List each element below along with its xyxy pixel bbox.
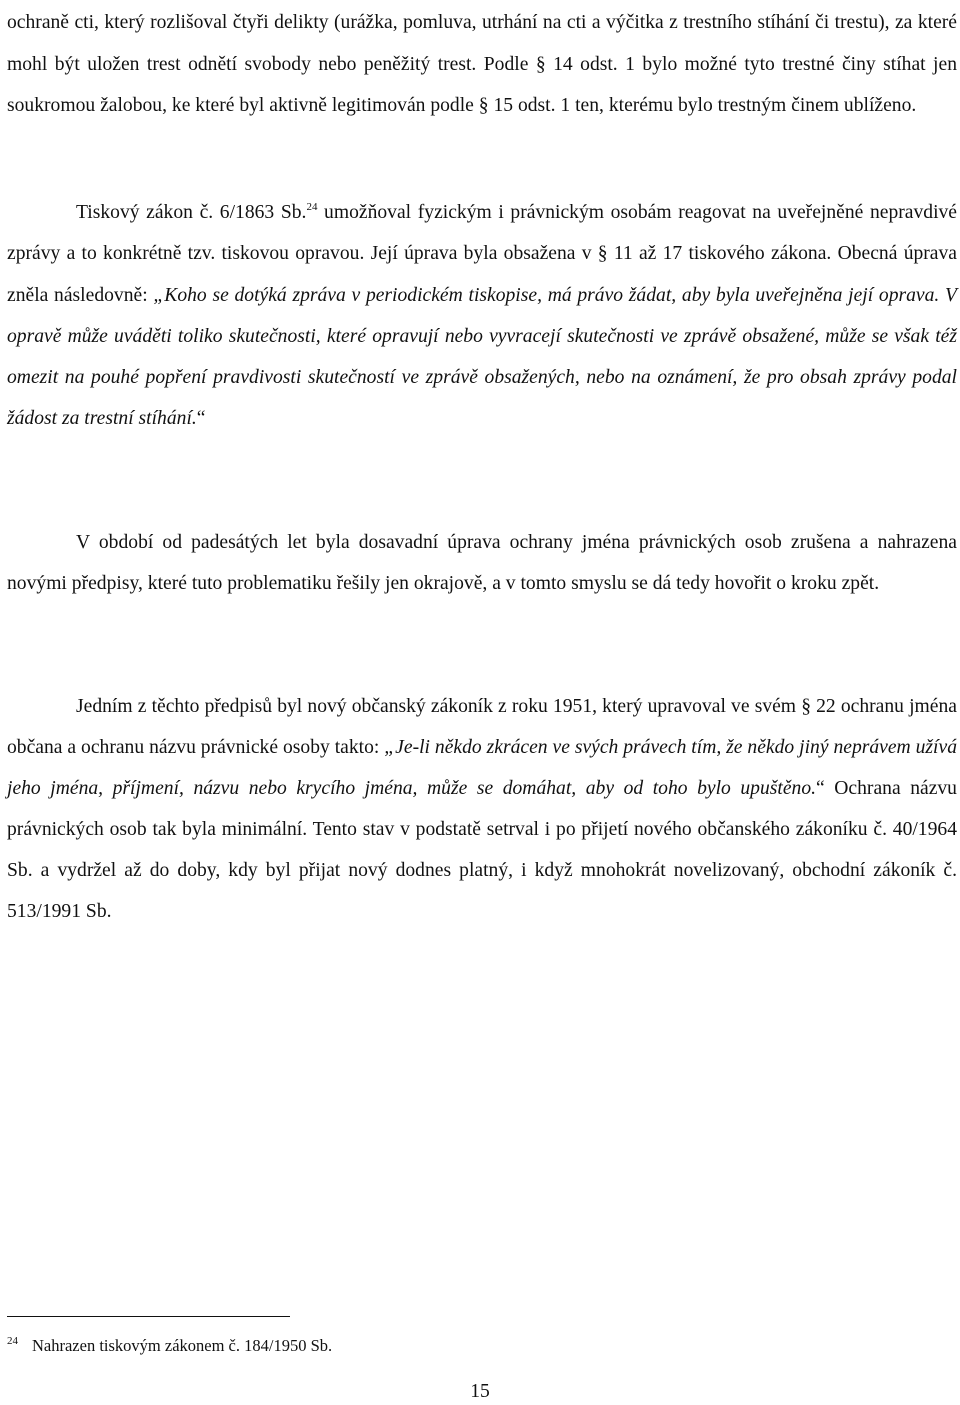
footnote-number: 24 (7, 1335, 18, 1347)
civil-code-quote: „Je-li někdo zkrácen ve svých právech tím, že někdo jiný neprávem užívá jeho jména, příjmení, názvu nebo krycího jména, může se domáhat, aby od toho bylo upuštěno. (7, 737, 957, 799)
paragraph-4-text-b: Ochrana názvu právnických osob tak byla minimální. Tento stav v podstatě setrval i po přijetí nového občanského zákoníku č. 40/1964 Sb. a vydržel až do doby, kdy byl přijat nový dodnes platný, i když mnohokrát novelizovaný, obchodní zákoník č. 513/1991 Sb. (7, 778, 957, 922)
paragraph-2 (7, 192, 957, 440)
quote-close-mark: “ (196, 408, 206, 430)
quote-close-mark: “ (816, 778, 825, 799)
page-number: 15 (470, 1381, 490, 1402)
paragraph-4 (7, 686, 957, 932)
press-act-reference: Tiskový zákon č. 6/1863 Sb. (76, 202, 307, 223)
paragraph-4-text-a: Jedním z těchto předpisů byl nový občanský zákoník z roku 1951, který upravoval ve svém § 22 ochranu jména občana a ochranu názvu právnické osoby takto: (7, 696, 957, 758)
paragraph-1-text: ochraně cti, který rozlišoval čtyři delikty (urážka, pomluva, utrhání na cti a výčitka z trestního stíhání či trestu), za které mohl být uložen trest odnětí svobody nebo peněžitý trest. Podle § 14 odst. 1 bylo možné tyto trestné činy stíhat jen soukromou žalobou, ke které byl aktivně legitimován podle § 15 odst. 1 ten, kterému bylo trestným činem ublíženo. (7, 12, 957, 117)
footnote-text: Nahrazen tiskovým zákonem č. 184/1950 Sb. (32, 1336, 333, 1355)
paragraph-2-text: umožňoval fyzickým i právnickým osobám reagovat na uveřejněné nepravdivé zprávy a to konkrétně tzv. tiskovou opravou. Její úprava byla obsažena v § 11 až 17 tiskového zákona. Obecná úprava zněla následovně: (7, 202, 958, 306)
paragraph-3-text: V období od padesátých let byla dosavadní úprava ochrany jména právnických osob zrušena a nahrazena novými předpisy, které tuto problematiku řešily jen okrajově, a v tomto smyslu se dá tedy hovořit o kroku zpět. (7, 532, 957, 594)
footnote (7, 1329, 332, 1358)
footnote-separator (7, 1316, 290, 1317)
paragraph-3 (7, 522, 957, 604)
press-act-quote: „Koho se dotýká zpráva v periodickém tiskopise, má právo žádat, aby byla uveřejněna její oprava. V opravě může uváděti toliko skutečnosti, které opravují nebo vyvracejí skutečnosti ve zprávě obsažené, může se však též omezit na pouhé popření pravdivosti skutečností ve zprávě obsažených, nebo na oznámení, že pro obsah zprávy podal žádost za trestní stíhání. (7, 284, 957, 430)
paragraph-1 (7, 2, 957, 127)
footnote-reference: 24 (306, 201, 318, 213)
